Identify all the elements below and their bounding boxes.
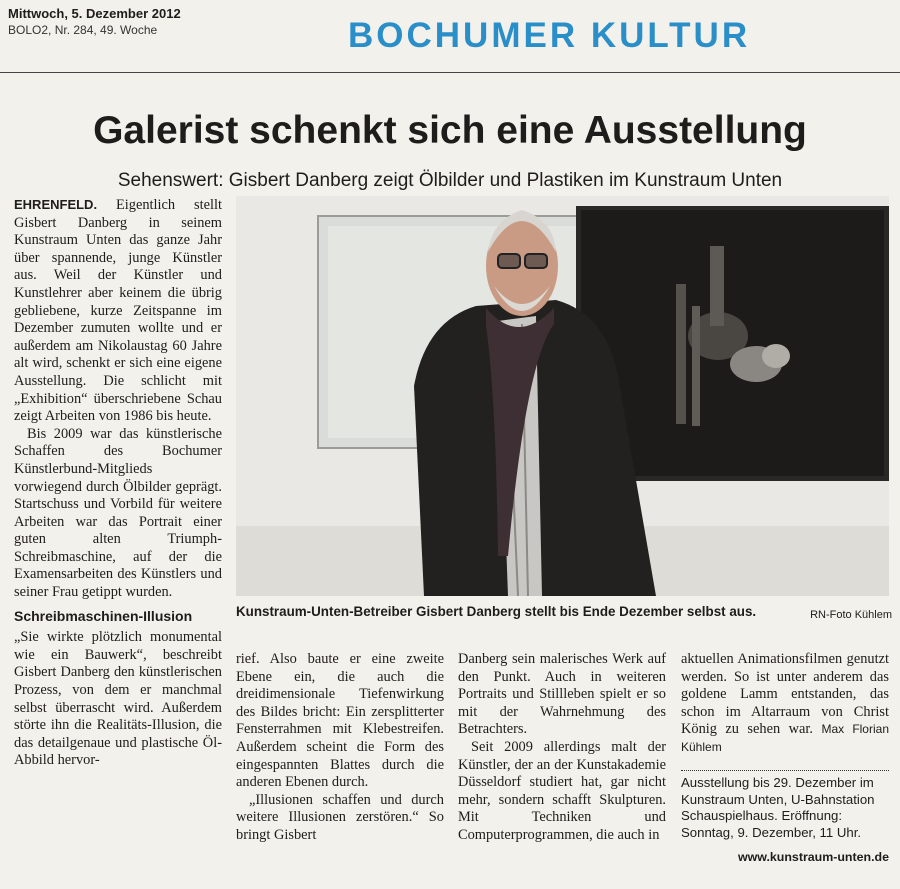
- article-photo: [236, 196, 889, 596]
- photo-credit: RN-Foto Kühlem: [810, 609, 892, 621]
- article-subheadline: Sehenswert: Gisbert Danberg zeigt Ölbilder und Plastiken im Kunstraum Unten: [117, 170, 783, 191]
- article-column-4: [681, 651, 889, 757]
- infobox-divider: [681, 770, 889, 771]
- paragraph-text: aktuellen Animationsfilmen genutzt werden. So ist unter anderem das goldene Lamm entstanden, das schon im Altarraum von Christ König zu sehen war.: [681, 651, 889, 738]
- paragraph: „Sie wirkte plötzlich monumental wie ein Bauwerk“, beschreibt Gisbert Danberg den künstlerischen Prozess, von dem er manchmal selbst überrascht wird. Außerdem störte ihn die Realitäts-Illusion, die das detailgenaue und plastische Öl-Abbild hervor-: [14, 629, 222, 769]
- section-title: BOCHUMER KULTUR: [348, 16, 751, 55]
- article-column-3: [458, 651, 666, 845]
- website-link[interactable]: www.kunstraum-unten.de: [738, 850, 889, 864]
- paragraph: [14, 196, 222, 426]
- article-subtitle: Schreibmaschinen-Illusion: [14, 607, 193, 624]
- article-column-2: [236, 651, 444, 845]
- paragraph: rief. Also baute er eine zweite Ebene ein, die auch die dreidimensionale Tiefenwirkung des Bildes bricht: Ein zersplitterter Fensterrahmen mit Klebestreifen. Außerdem scheint die Form des eingespannten Blattes durch die anderen Ebenen durch.: [236, 651, 444, 791]
- event-infobox: Ausstellung bis 29. Dezember im Kunstraum Unten, U-Bahnstation Schauspielhaus. Eröffnung: Sonntag, 9. Dezember, 11 Uhr.: [681, 775, 875, 840]
- dateline: EHRENFELD.: [14, 197, 98, 212]
- article-column-1: [14, 196, 222, 770]
- issue-date: Mittwoch, 5. Dezember 2012: [8, 6, 181, 21]
- masthead-rule: [0, 72, 900, 73]
- paragraph: Seit 2009 allerdings malt der Künstler, der an der Kunstakademie Düsseldorf studiert hat, gar nicht mehr, sondern schafft Skulpturen. Mit Techniken und Computerprogrammen, die auch in: [458, 738, 666, 843]
- article-headline: Galerist schenkt sich eine Ausstellung: [93, 109, 807, 152]
- photo-illustration: [236, 196, 889, 596]
- paragraph: „Illusionen schaffen und durch weitere Illusionen zerstören.“ So bringt Gisbert: [236, 791, 444, 843]
- photo-caption: Kunstraum-Unten-Betreiber Gisbert Danberg stellt bis Ende Dezember selbst aus.: [236, 604, 757, 619]
- issue-number: BOLO2, Nr. 284, 49. Woche: [8, 23, 158, 37]
- paragraph-text: Eigentlich stellt Gisbert Danberg in seinem Kunstraum Unten das ganze Jahr über spannende, junge Künstler aus. Weil der Künstler und Kunstlehrer aber keinem die übrig gebliebene, kurze Zeitspanne im Dezember zumuten wollte und er außerdem am Nikolaustag 60 Jahre alt wird, schenkt er sich eine eigene Ausstellung. Die schlicht mit „Exhibition“ überschriebene Schau zeigt Arbeiten von 1986 bis heute.: [14, 197, 222, 425]
- paragraph: Danberg sein malerisches Werk auf den Punkt. Auch in weiteren Portraits und Stillleben spielt er so mit der Wahrnehmung des Betrachters.: [458, 651, 666, 738]
- paragraph: [681, 651, 889, 757]
- article-author: Max Florian Kühlem: [681, 722, 889, 754]
- paragraph: Bis 2009 war das künstlerische Schaffen des Bochumer Künstlerbund-Mitglieds vorwiegend durch Ölbilder geprägt. Startschuss und Vorbild für weitere Arbeiten war das Portrait einer guten alten Triumph-Schreibmaschine, auf der die Examensarbeiten des Künstlers und seiner Frau getippt wurden.: [14, 425, 222, 601]
